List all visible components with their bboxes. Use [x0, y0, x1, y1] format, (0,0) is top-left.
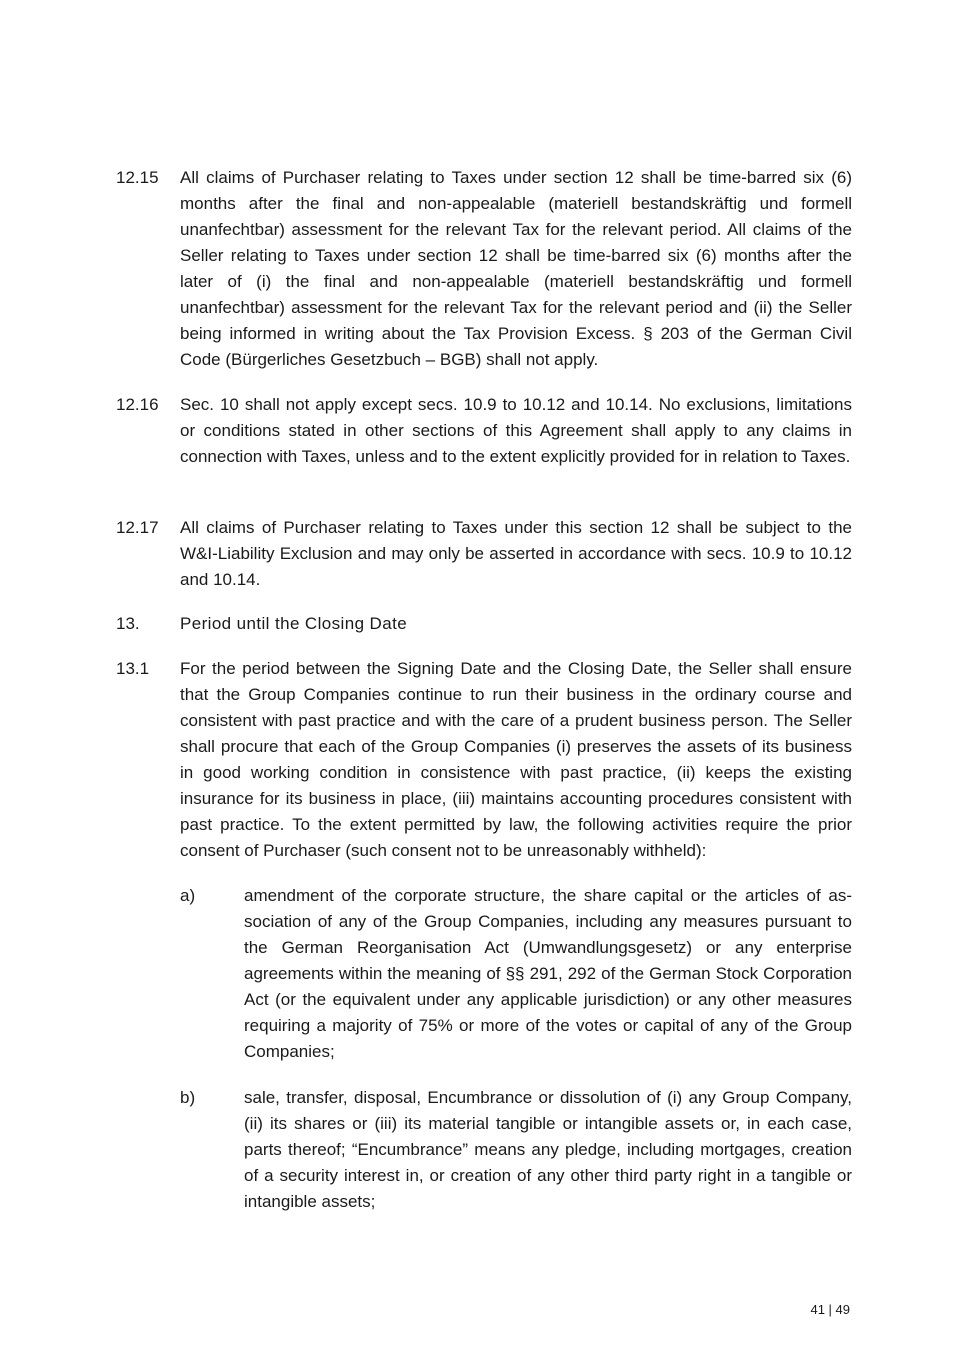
clause-number: 13.1 [116, 659, 150, 678]
subclause-a [180, 883, 852, 1065]
clause-number: 12.17 [116, 518, 159, 537]
clause-text: Sec. 10 shall not apply except secs. 10.9 to 10.12 and 10.14. No exclusions, limitations or conditions stated in other sections of this Agreement shall apply to any claims in connection with Taxes, unless and to the extent explicitly provided for in relation to Taxes. [180, 395, 852, 466]
subclause-text: sale, transfer, disposal, Encumbrance or dissolution of (i) any Group Company, (ii) its shares or (iii) its material tangible or intangible assets or, in each case, parts thereof; “Encumbrance” means any pledge, including mortgages, creation of a security interest in, or creation of any other third party right in a tangible or intangible assets; [244, 1088, 852, 1211]
section-heading-13 [116, 611, 852, 637]
subclause-letter: a) [180, 886, 196, 905]
subclause-letter: b) [180, 1088, 196, 1107]
clause-text: For the period between the Signing Date and the Closing Date, the Seller shall ensure that the Group Companies continue to run their business in the ordinary course and consistent with past practice and with the care of a prudent business person. The Seller shall procure that each of the Group Companies (i) preserves the assets of its business in good working condition in consistence with past practice, (ii) keeps the existing insurance for its business in place, (iii) maintains accounting procedures consistent with past practice. To the extent permitted by law, the following activities require the prior consent of Purchaser (such consent not to be unreasonably withheld): [180, 659, 852, 860]
page-number: 41 | 49 [810, 1302, 850, 1317]
clause-12-16 [116, 392, 852, 470]
section-number: 13. [116, 614, 140, 633]
clause-number: 12.15 [116, 168, 159, 187]
subclause-text: amendment of the corporate structure, the share capital or the articles of association of any of the Group Companies, including any measures pursuant to the German Reorganisation Act (Umwandlungsgesetz) or any enterprise agreements within the meaning of §§ 291, 292 of the German Stock Corporation Act (or the equivalent under any applicable jurisdiction) or any other measures requiring a majority of 75% or more of the votes or capital of any of the Group Companies; [244, 886, 852, 1061]
section-title: Period until the Closing Date [180, 614, 408, 633]
clause-number: 12.16 [116, 395, 159, 414]
clause-12-15 [116, 165, 852, 373]
clause-text: All claims of Purchaser relating to Taxes under this section 12 shall be subject to the W&I-Liability Exclusion and may only be asserted in accordance with secs. 10.9 to 10.12 and 10.14. [180, 518, 852, 589]
subclause-b [180, 1085, 852, 1215]
clause-text: All claims of Purchaser relating to Taxes under section 12 shall be time-barred six (6) months after the final and non-appealable (materiell bestandskräftig und formell unanfechtbar) assessment for the relevant Tax for the relevant period. All claims of the Seller relating to Taxes under section 12 shall be time-barred six (6) months after the later of (i) the final and non-appealable (materiell bestandskräftig und formell unanfechtbar) assessment for the relevant Tax for the relevant period and (ii) the Seller being informed in writing about the Tax Provision Excess. § 203 of the German Civil Code (Bürgerliches Gesetzbuch – BGB) shall not apply. [180, 168, 852, 369]
clause-12-17 [116, 515, 852, 593]
clause-13-1 [116, 656, 852, 864]
